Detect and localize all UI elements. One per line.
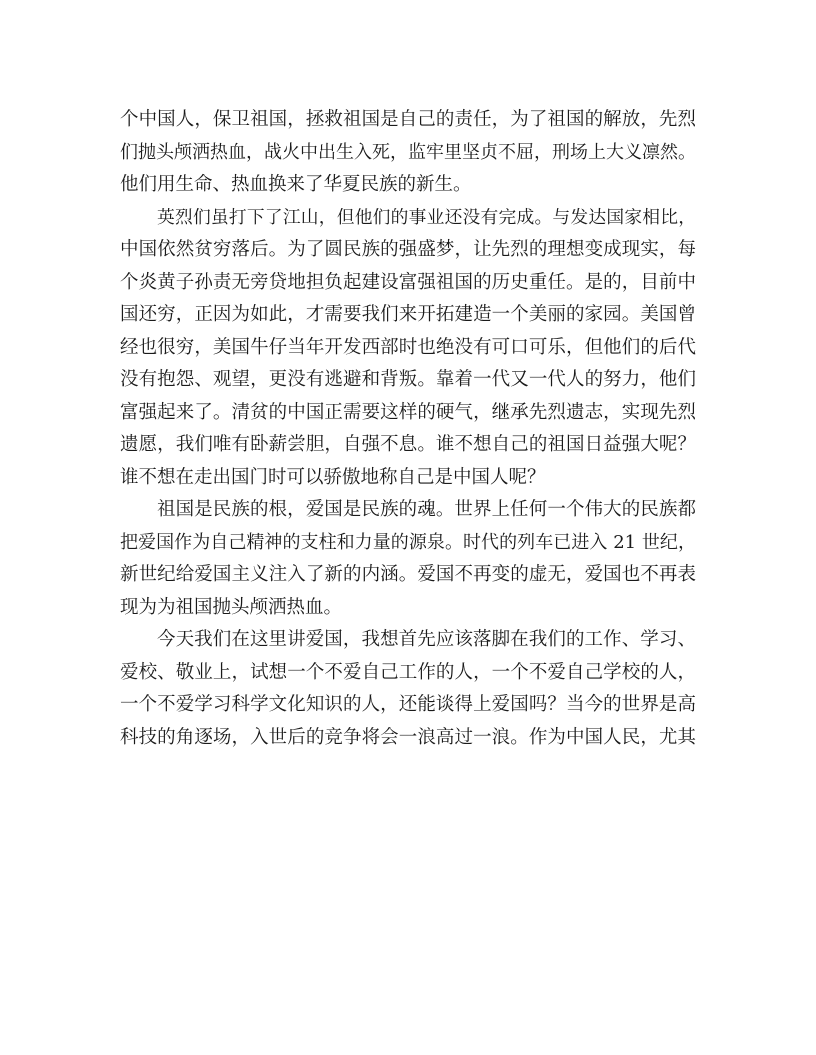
body-text xyxy=(120,104,696,754)
text-line: 没有抱怨、观望，更没有逃避和背叛。靠着一代又一代人的努力，他们 xyxy=(120,369,696,390)
text-line: 富强起来了。清贫的中国正需要这样的硬气，继承先烈遗志，实现先烈 xyxy=(120,401,696,423)
text-line: 国还穷，正因为如此，才需要我们来开拓建造一个美丽的家园。美国曾 xyxy=(120,304,696,325)
text-line: 科技的角逐场，入世后的竞争将会一浪高过一浪。作为中国人民，尤其 xyxy=(120,726,696,748)
text-line: 新世纪给爱国主义注入了新的内涵。爱国不再变的虚无，爱国也不再表 xyxy=(120,564,696,585)
text-line: 今天我们在这里讲爱国，我想首先应该落脚在我们的工作、学习、 xyxy=(157,629,696,650)
text-line: 爱校、敬业上，试想一个不爱自己工作的人，一个不爱自己学校的人， xyxy=(120,661,696,683)
text-line: 把爱国作为自己精神的支柱和力量的源泉。时代的列车已进入 21 世纪， xyxy=(120,531,696,553)
text-line: 中国依然贫穷落后。为了圆民族的强盛梦，让先烈的理想变成现实，每 xyxy=(120,239,696,260)
text-line: 经也很穷，美国牛仔当年开发西部时也绝没有可口可乐，但他们的后代 xyxy=(120,336,696,358)
text-line: 谁不想在走出国门时可以骄傲地称自己是中国人呢？ xyxy=(120,466,546,488)
text-line: 他们用生命、热血换来了华夏民族的新生。 xyxy=(120,174,472,195)
text-line: 一个不爱学习科学文化知识的人，还能谈得上爱国吗？当今的世界是高 xyxy=(120,694,696,715)
paragraph-3 xyxy=(120,494,696,624)
paragraph-2 xyxy=(120,202,696,495)
text-line: 遗愿，我们唯有卧薪尝胆，自强不息。谁不想自己的祖国日益强大呢？ xyxy=(120,434,696,455)
text-line: 们抛头颅洒热血，战火中出生入死，监牢里坚贞不屈，刑场上大义凛然。 xyxy=(120,141,696,163)
text-line: 个中国人，保卫祖国，拯救祖国是自己的责任，为了祖国的解放，先烈 xyxy=(120,109,696,130)
text-line: 英烈们虽打下了江山，但他们的事业还没有完成。与发达国家相比， xyxy=(157,207,696,228)
paragraph-1 xyxy=(120,104,696,202)
text-line: 祖国是民族的根，爱国是民族的魂。世界上任何一个伟大的民族都 xyxy=(157,499,696,520)
text-line: 现为为祖国抛头颅洒热血。 xyxy=(120,596,343,618)
text-line: 个炎黄子孙责无旁贷地担负起建设富强祖国的历史重任。是的，目前中 xyxy=(120,271,696,293)
paragraph-4 xyxy=(120,624,696,754)
